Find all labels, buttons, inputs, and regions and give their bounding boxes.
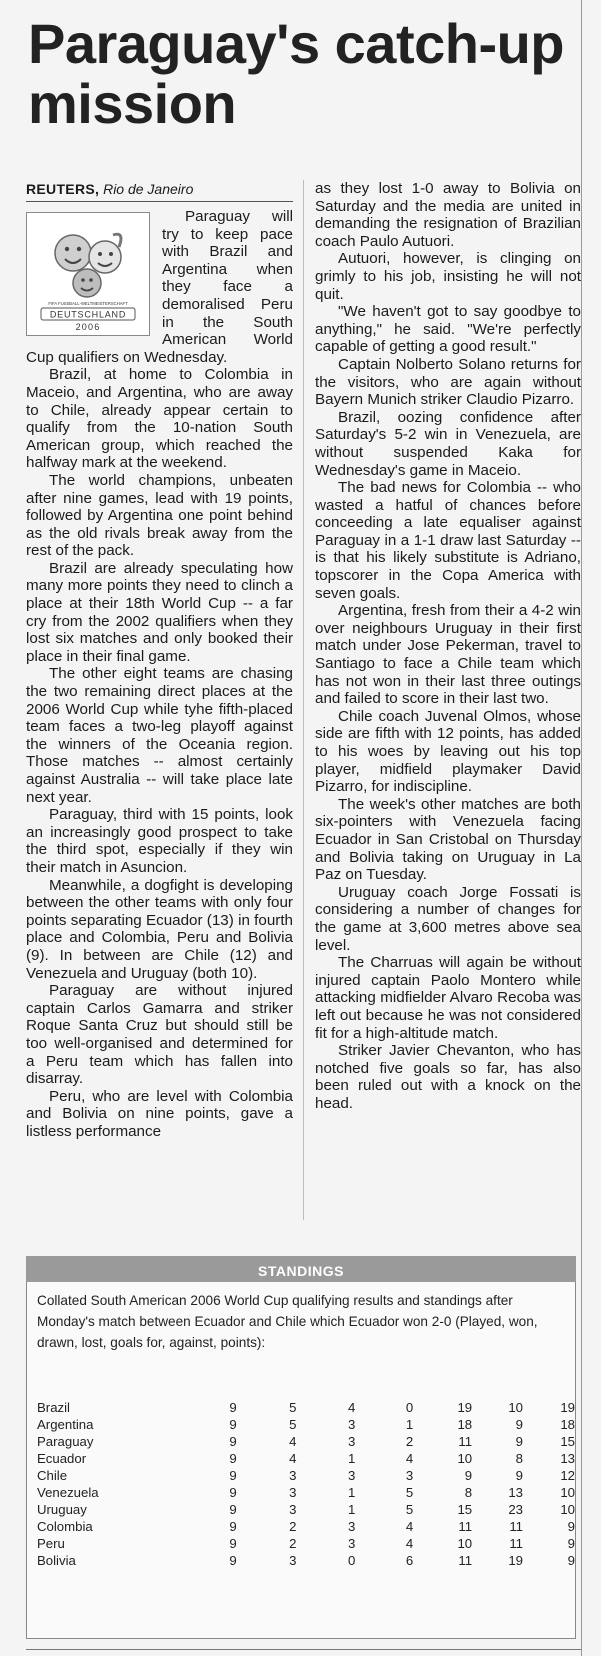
team-name: Argentina: [37, 1417, 94, 1432]
team-name: Paraguay: [37, 1434, 94, 1449]
col2-para-9: The week's other matches are both six-pointers with Venezuela facing Ecuador in San Cristobal on Thursday and Bolivia taking on Uruguay in La Paz on Tuesday.: [315, 795, 581, 884]
stat-cell: 9: [229, 1451, 237, 1466]
col1-para-6: Paraguay, third with 15 points, look an increasingly good prospect to take the third spot, especially if they win their match in Asuncion.: [26, 806, 293, 876]
col2-para-6: The bad news for Colombia -- who wasted a hatful of chances before conceeding a late equaliser against Paraguay in a 1-1 draw last Saturday -- is that his likely substitute is Adriano, topscorer in the Copa America with seven goals.: [315, 479, 581, 602]
col1-para-7: Meanwhile, a dogfight is developing between the other teams with only four points separating Ecuador (13) in fourth place and Colombia, Peru and Bolivia (9). In between are Chile (12) and Venezuela and Uruguay (both 10).: [26, 876, 293, 982]
team-name: Colombia: [37, 1519, 93, 1534]
stat-cell: 3: [348, 1519, 356, 1534]
stat-cell: 1: [348, 1502, 356, 1517]
table-row: [37, 1535, 575, 1552]
col1-para-3: The world champions, unbeaten after nine games, lead with 19 points, followed by Argentina one point behind as the old rivals break away from the rest of the pack.: [26, 471, 293, 560]
stat-cell: 9: [515, 1434, 524, 1449]
stat-cell: 4: [289, 1451, 297, 1466]
byline-rule: [26, 201, 293, 202]
stat-cell: 9: [229, 1417, 237, 1432]
stat-cell: 5: [405, 1502, 414, 1517]
stat-cell: 3: [405, 1468, 414, 1483]
stat-cell: 11: [458, 1553, 473, 1568]
page-bottom-rule: [26, 1649, 581, 1650]
col1-para-8: Paraguay are without injured captain Carlos Gamarra and striker Roque Santa Cruz but should still be too well-organised and determined for a Peru team which has fallen into disarray.: [26, 982, 293, 1088]
stat-cell: 2: [289, 1536, 297, 1551]
stat-cell: 1: [348, 1451, 356, 1466]
col2-para-4: Captain Nolberto Solano returns for the visitors, who are again without Bayern Munich striker Claudio Pizarro.: [315, 355, 581, 409]
stat-cell: 4: [405, 1451, 414, 1466]
stat-cell: 11: [509, 1519, 524, 1534]
col1-para-5: The other eight teams are chasing the two remaining direct places at the 2006 World Cup while tyhe fifth-placed team faces a two-leg playoff against the winners of the Oceania region. Those matches -- almost certainly against Australia -- will take place late next year.: [26, 665, 293, 806]
world-cup-2006-logo: [26, 212, 150, 336]
stat-cell: 1: [405, 1417, 414, 1432]
stat-cell: 10: [508, 1400, 524, 1415]
byline-city: Rio de Janeiro: [103, 181, 194, 197]
stat-cell: 5: [289, 1417, 297, 1432]
stat-cell: 18: [457, 1417, 473, 1432]
headline: Paraguay's catch-up mission: [28, 12, 565, 135]
article-column-2: [315, 180, 581, 1112]
team-name: Chile: [37, 1468, 68, 1483]
page-right-rule: [581, 0, 582, 1656]
team-name: Uruguay: [37, 1502, 87, 1517]
table-row: [37, 1399, 575, 1416]
col1-para-4: Brazil are already speculating how many more points they need to clinch a place at their 18th World Cup -- a far cry from the 2002 qualifiers when they lost six matches and only booked their place in their final game.: [26, 559, 293, 665]
table-row: [37, 1433, 575, 1450]
stat-cell: 10: [560, 1502, 575, 1517]
stat-cell: 12: [560, 1468, 575, 1483]
team-name: Brazil: [37, 1400, 70, 1415]
logo-line-3: 2006: [75, 322, 101, 332]
stat-cell: 5: [405, 1485, 414, 1500]
stat-cell: 9: [229, 1502, 237, 1517]
stat-cell: 13: [508, 1485, 524, 1500]
stat-cell: 3: [348, 1417, 356, 1432]
article-column-1: [26, 180, 293, 1140]
stat-cell: 9: [229, 1468, 237, 1483]
stat-cell: 9: [229, 1485, 237, 1500]
col2-para-5: Brazil, oozing confidence after Saturday's 5-2 win in Venezuela, are without suspended Kaka for Wednesday's game in Maceio.: [315, 408, 581, 479]
col2-para-10: Uruguay coach Jorge Fossati is considering a number of changes for the game at 3,600 metres above sea level.: [315, 883, 581, 954]
stat-cell: 3: [348, 1434, 356, 1449]
col2-para-1: as they lost 1-0 away to Bolivia on Saturday and the media are united in demanding the resignation of Brazilian coach Paulo Autuori.: [315, 180, 581, 250]
stat-cell: 11: [458, 1519, 473, 1534]
col2-para-11: The Charruas will again be without injured captain Paolo Montero while attacking midfielder Alvaro Recoba was left out because he was not considered fit for a high-altitude match.: [315, 954, 581, 1042]
team-name: Peru: [37, 1536, 65, 1551]
standings-box: [26, 1256, 576, 1639]
stat-cell: 10: [457, 1536, 473, 1551]
stat-cell: 3: [348, 1468, 356, 1483]
byline: [26, 180, 293, 198]
stat-cell: 3: [289, 1502, 297, 1517]
standings-title: STANDINGS: [26, 1256, 576, 1282]
stat-cell: 19: [508, 1553, 524, 1568]
stat-cell: 4: [348, 1400, 356, 1415]
stat-cell: 0: [405, 1400, 414, 1415]
col2-para-2: Autuori, however, is clinging on grimly to his job, insisting he will not quit.: [315, 250, 581, 303]
stat-cell: 19: [560, 1400, 575, 1415]
stat-cell: 3: [289, 1485, 297, 1500]
logo-line-1: FIFA FUSSBALL-WELTMEISTERSCHAFT: [48, 301, 128, 306]
stat-cell: 9: [229, 1400, 237, 1415]
stat-cell: 6: [405, 1553, 414, 1568]
byline-agency: REUTERS,: [26, 181, 100, 197]
stat-cell: 18: [560, 1417, 575, 1432]
stat-cell: 3: [289, 1553, 297, 1568]
stat-cell: 9: [229, 1536, 237, 1551]
col1-para-9: Peru, who are level with Colombia and Bolivia on nine points, gave a listless performance: [26, 1087, 293, 1140]
standings-table: [37, 1399, 575, 1569]
stat-cell: 11: [509, 1536, 524, 1551]
col1-para-1: Paraguay will try to keep pace with Brazil and Argentina when they face a demoralised Peru in the South American World Cup qualifiers on Wednesday.: [26, 208, 293, 366]
stat-cell: 0: [348, 1553, 356, 1568]
stat-cell: 15: [560, 1434, 575, 1449]
col2-para-7: Argentina, fresh from their a 4-2 win over neighbours Uruguay in their first match under Jose Pekerman, travel to Santiago to face a Chile team which has not won in their last three outings and failed to score in their last two.: [315, 602, 581, 708]
col1-para-2: Brazil, at home to Colombia in Maceio, and Argentina, who are away to Chile, already appear certain to qualify from the 10-nation South American group, which reached the halfway mark at the weekend.: [26, 366, 293, 472]
col2-para-3: "We haven't got to say goodbye to anything," he said. "We're perfectly capable of getting a good result.": [315, 303, 581, 356]
logo-line-2: DEUTSCHLAND: [49, 309, 127, 320]
stat-cell: 13: [560, 1451, 575, 1466]
stat-cell: 10: [457, 1451, 473, 1466]
stat-cell: 9: [229, 1553, 237, 1568]
stat-cell: 11: [458, 1434, 473, 1449]
table-row: [37, 1501, 575, 1518]
standings-caption: Collated South American 2006 World Cup qualifying results and standings after Monday's match between Ecuador and Chile which Ecuador won 2-0 (Played, won, drawn, lost, goals for, against, points):: [37, 1293, 538, 1350]
table-row: [37, 1518, 575, 1535]
stat-cell: 9: [229, 1434, 237, 1449]
stat-cell: 3: [289, 1468, 297, 1483]
stat-cell: 4: [405, 1519, 414, 1534]
stat-cell: 4: [289, 1434, 297, 1449]
stat-cell: 4: [405, 1536, 414, 1551]
table-row: [37, 1484, 575, 1501]
stat-cell: 3: [348, 1536, 356, 1551]
stat-cell: 9: [567, 1536, 575, 1551]
stat-cell: 9: [515, 1468, 524, 1483]
team-name: Ecuador: [37, 1451, 87, 1466]
stat-cell: 2: [405, 1434, 414, 1449]
stat-cell: 1: [348, 1485, 356, 1500]
stat-cell: 9: [567, 1519, 575, 1534]
stat-cell: 10: [560, 1485, 575, 1500]
team-name: Bolivia: [37, 1553, 76, 1568]
stat-cell: 9: [515, 1417, 524, 1432]
table-row: [37, 1552, 575, 1569]
stat-cell: 15: [457, 1502, 473, 1517]
stat-cell: 9: [567, 1553, 575, 1568]
table-row: [37, 1450, 575, 1467]
col2-para-8: Chile coach Juvenal Olmos, whose side are fifth with 12 points, has added to his woes by leaving out his top player, midfield playmaker David Pizarro, for indiscipline.: [315, 707, 581, 796]
stat-cell: 9: [229, 1519, 237, 1534]
table-row: [37, 1467, 575, 1484]
column-divider: [303, 180, 304, 1220]
stat-cell: 9: [464, 1468, 473, 1483]
stat-cell: 8: [464, 1485, 473, 1500]
stat-cell: 19: [457, 1400, 473, 1415]
col2-para-12: Striker Javier Chevanton, who has notched five goals so far, has also been ruled out with a knock on the head.: [315, 1042, 581, 1112]
stat-cell: 8: [515, 1451, 524, 1466]
stat-cell: 2: [289, 1519, 297, 1534]
stat-cell: 5: [289, 1400, 297, 1415]
stat-cell: 23: [508, 1502, 524, 1517]
team-name: Venezuela: [37, 1485, 99, 1500]
table-row: [37, 1416, 575, 1433]
